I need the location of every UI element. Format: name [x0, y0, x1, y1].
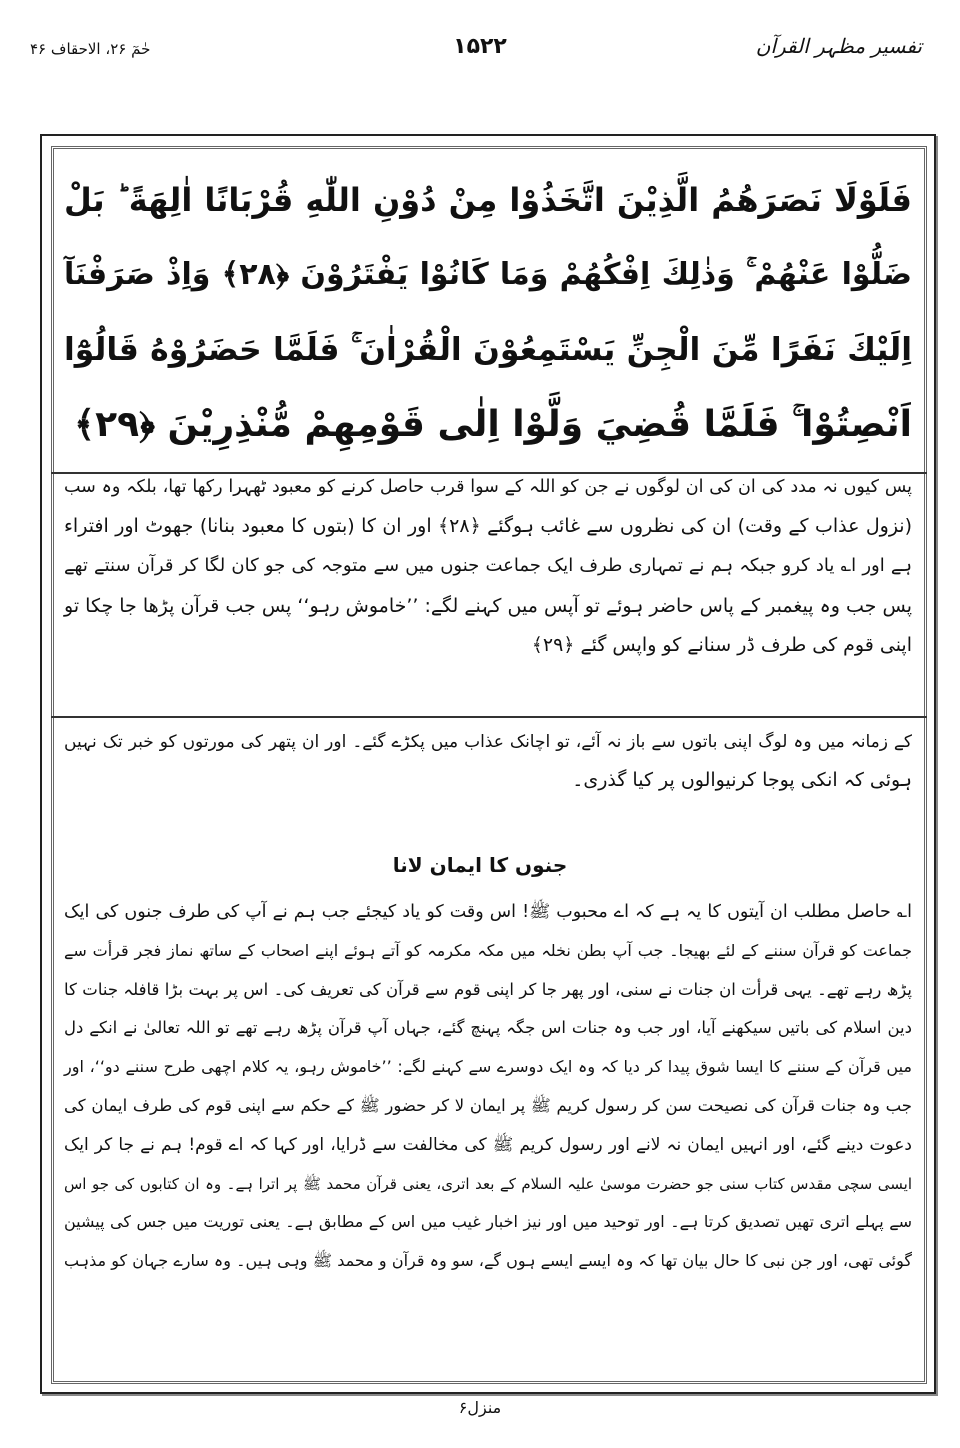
commentary-line: ہوئی کہ انکی پوجا کرنیوالوں پر کیا گذری۔ [572, 769, 912, 791]
translation-line: اپنی قوم کی طرف ڈر سنانے کو واپس گئے ﴿۲۹﴾ [531, 634, 912, 656]
book-title: تفسیر مظہر القرآن [755, 34, 922, 58]
translation-line: (نزول عذاب کے وقت) ان کی نظروں سے غائب ہوگئے ﴿۲۸﴾ اور ان کا (بتوں کا معبود بنانا) جھوٹ اور افتراء [64, 515, 913, 537]
commentary-line: پڑھ رہے تھے۔ یہی قرأت ان جنات نے سنی، اور پھر جا کر اپنی قوم سے قرآن کی تعریف کی۔ اس پر بہت بڑا قافلہ جنات کا [64, 979, 912, 999]
commentary-line: ا؎ حاصل مطلب ان آیتوں کا یہ ہے کہ اے محبوب ﷺ! اس وقت کو یاد کیجئے جب ہم نے آپ کی طرف جنوں کی ایک [64, 902, 912, 922]
commentary-line: دعوت دینے گئے، اور انہیں ایمان نہ لانے اور رسول کریم ﷺ کی مخالفت سے ڈرایا، اور کہا کہ اے قوم! ہم نے جا کر ایک [64, 1134, 912, 1155]
quran-line: فَلَوْلَا نَصَرَهُمُ الَّذِيْنَ اتَّخَذُوْا مِنْ دُوْنِ اللّٰهِ قُرْبَانًا اٰلِهَةً ؕ بَلْ [64, 181, 912, 219]
section-divider [51, 716, 927, 718]
section-heading: جنوں کا ایمان لانا [392, 853, 568, 877]
commentary-line: کے زمانہ میں وہ لوگ اپنی باتوں سے باز نہ آئے، تو اچانک عذاب میں پکڑے گئے۔ اور ان پتھر کی مورتوں کو خبر تک نہیں [64, 732, 912, 752]
quran-line: ضَلُّوْا عَنْهُمْ ۚ وَذٰلِكَ اِفْكُهُمْ وَمَا كَانُوْا يَفْتَرُوْنَ ﴿۲۸﴾ وَاِذْ صَرَفْنَآ [64, 257, 912, 292]
commentary-line: جماعت کو قرآن سننے کے لئے بھیجا۔ جب آپ بطن نخلہ میں مکہ مکرمہ کو آتے ہوئے اپنے اصحاب کے ساتھ نماز فجر قرأت سے [64, 940, 912, 960]
commentary-line: سے پہلے اتری تھیں تصدیق کرتا ہے۔ اور توحید میں اور نیز اخبار غیب میں اس کے مطابق ہے۔ یعنی توریت میں جس کی پیشین [64, 1212, 912, 1232]
commentary-line: جب وہ جنات قرآن کی نصیحت سن کر رسول کریم ﷺ پر ایمان لا کر حضور ﷺ کے حکم سے اپنی قوم کی طرف ایمان کی [64, 1096, 912, 1115]
commentary-line: دین اسلام کی باتیں سیکھنے آیا، اور جب وہ جنات اس جگہ پہنچ گئے، جہاں آپ قرآن پڑھ رہے تھے تو اللہ تعالیٰ نے انکے دل [64, 1018, 912, 1038]
section-label: حٰمٓ ۲۶، الاحقاف ۴۶ [30, 40, 151, 58]
quran-line: اِلَيْكَ نَفَرًا مِّنَ الْجِنِّ يَسْتَمِعُوْنَ الْقُرْاٰنَ ۚ فَلَمَّا حَضَرُوْهُ قَالُوْٓا [64, 332, 912, 368]
translation-line: پس جب وہ پیغمبر کے پاس حاضر ہوئے تو آپس میں کہنے لگے: ’’خاموش رہو‘‘ پس جب قرآن پڑھا جا چکا تو [64, 595, 912, 617]
quran-line: اَنْصِتُوْا ۚ فَلَمَّا قُضِيَ وَلَّوْا اِلٰى قَوْمِهِمْ مُّنْذِرِيْنَ ﴿۲۹﴾ [74, 404, 912, 445]
translation-line: ہے اور ا؎ یاد کرو جبکہ ہم نے تمہاری طرف ایک جماعت جنوں میں سے متوجہ کی جو کان لگا کر قرآن سنتے تھے [64, 555, 912, 576]
page-number: ۱۵۲۲ [453, 34, 507, 59]
commentary-line: میں قرآن کے سننے کا ایسا شوق پیدا کر دیا کہ وہ ایک دوسرے سے کہنے لگے: ’’خاموش رہو، یہ کلام اچھی طرح سننے دو‘‘، اور [64, 1057, 912, 1077]
translation-line: پس کیوں نہ مدد کی ان کی ان لوگوں نے جن کو اللہ کے سوا قرب حاصل کرنے کو معبود ٹھہرا رکھا تھا، بلکہ وہ سب [64, 477, 912, 497]
commentary-line: گوئی تھی، اور جن نبی کا حال بیان تھا کہ وہ ایسے ایسے ہوں گے، سو وہ قرآن و محمد ﷺ وہی ہیں۔ وہ سارے جہان کو مذہب [64, 1251, 912, 1271]
manzil-label: منزل۶ [458, 1398, 502, 1417]
commentary-line: ایسی سچی مقدس کتاب سنی جو حضرت موسیٰ علیہ السلام کے بعد اتری، یعنی قرآن محمد ﷺ پر اترا ہے۔ وہ ان کتابوں کی جو اس [64, 1174, 912, 1193]
